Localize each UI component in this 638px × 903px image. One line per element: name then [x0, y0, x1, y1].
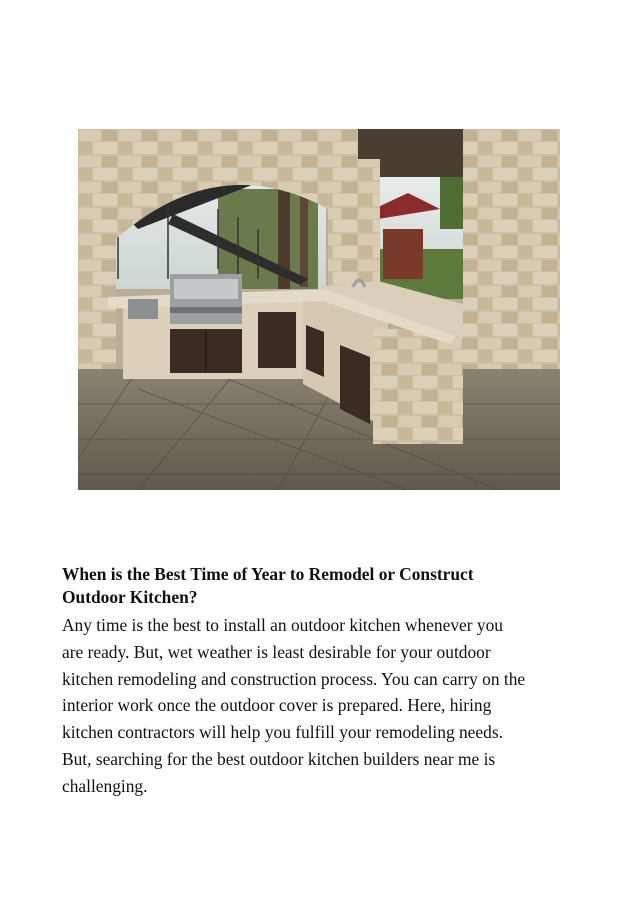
heading-line: Outdoor Kitchen?	[62, 586, 198, 607]
body-line: interior work once the outdoor cover is prepared. Here, hiring	[62, 695, 492, 716]
body-line: Any time is the best to install an outdoor kitchen whenever you	[62, 615, 503, 635]
outdoor-kitchen-photo	[78, 129, 560, 490]
body-line: are ready. But, wet weather is least desirable for your outdoor	[62, 641, 491, 662]
heading-line: When is the Best Time of Year to Remodel or Construct	[62, 564, 474, 584]
body-line: kitchen remodeling and construction process. You can carry on the	[62, 668, 526, 689]
outdoor-kitchen-illustration	[78, 129, 560, 490]
body-line: kitchen contractors will help you fulfill your remodeling needs.	[62, 722, 503, 743]
body-line: But, searching for the best outdoor kitchen builders near me is	[62, 748, 496, 769]
article-heading	[62, 563, 582, 608]
article-body	[62, 612, 582, 800]
body-line: challenging.	[62, 775, 148, 796]
